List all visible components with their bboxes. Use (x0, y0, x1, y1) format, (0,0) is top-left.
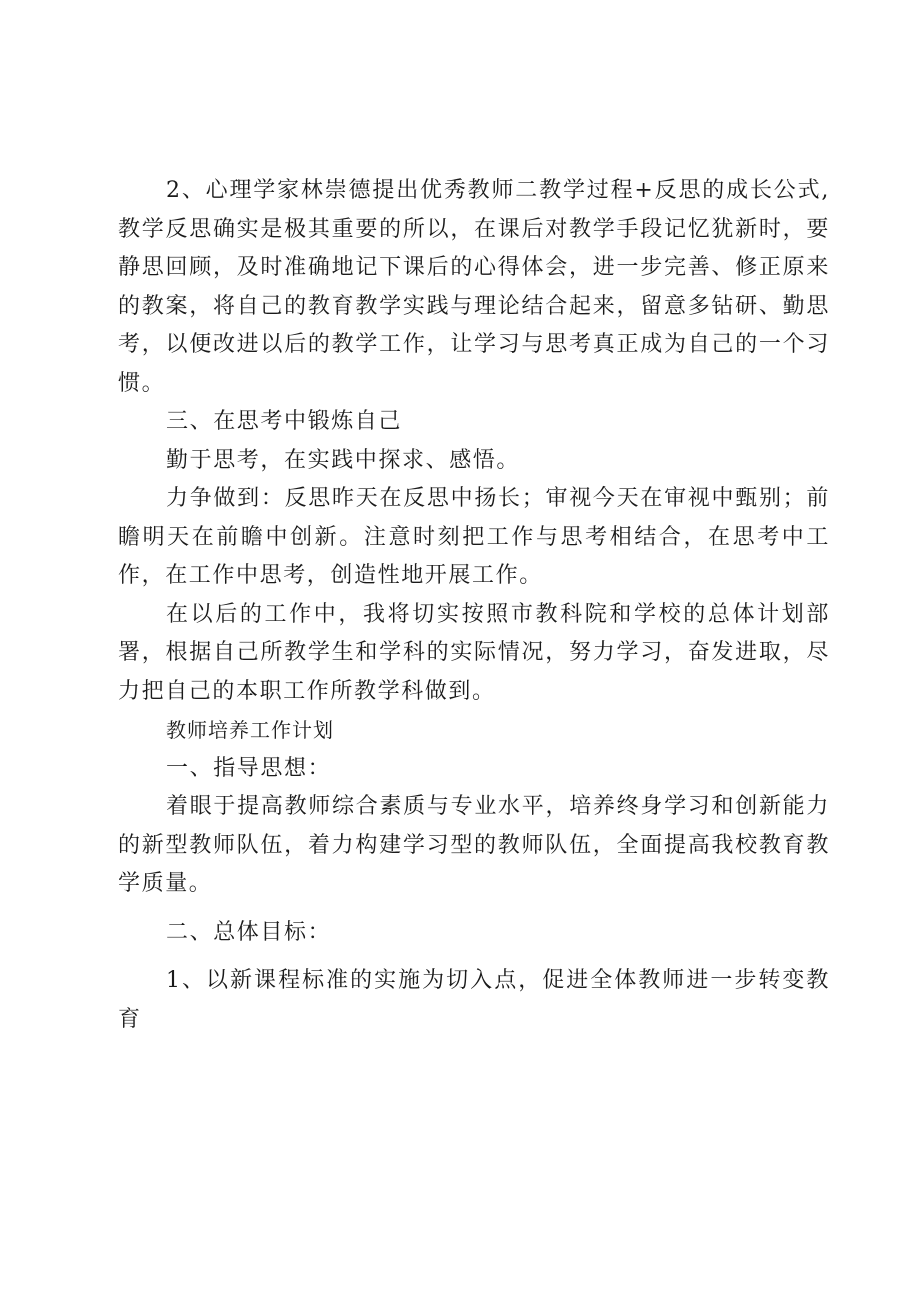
paragraph-future-work: 在以后的工作中，我将切实按照市教科院和学校的总体计划部署，根据自己所教学生和学科的实际情况，努力学习，奋发进取，尽力把自己的本职工作所教学科做到。 (118, 601, 830, 704)
paragraph-guiding-ideology: 着眼于提高教师综合素质与专业水平，培养终身学习和创新能力的新型教师队伍，着力构建学习型的教师队伍，全面提高我校教育教学质量。 (118, 794, 830, 896)
document-body (118, 172, 830, 1039)
paragraph-reflection-formula: 2、心理学家林崇德提出优秀教师二教学过程+反思的成长公式,教学反思确实是极其重要的所以，在课后对教学手段记忆犹新时，要静思回顾，及时准确地记下课后的心得体会，进一步完善、修正原来的教案，将自己的教育教学实践与理论结合起来，留意多钻研、勤思考，以便改进以后的教学工作，让学习与思考真正成为自己的一个习惯。 (118, 178, 830, 396)
paragraph-diligent-thinking: 勤于思考，在实践中探求、感悟。 (166, 447, 521, 473)
section-heading-overall-goal: 二、总体目标： (166, 919, 332, 945)
paragraph-goal-1: 1、以新课程标准的实施为切入点，促进全体教师进一步转变教育 (118, 968, 830, 1032)
section-heading-self-training: 三、在思考中锻炼自己 (166, 409, 403, 434)
section-heading-guiding-ideology: 一、指导思想： (166, 755, 332, 781)
paragraph-strive-to: 力争做到：反思昨天在反思中扬长；审视今天在审视中甄别；前瞻明天在前瞻中创新。注意时刻把工作与思考相结合，在思考中工作，在工作中思考，创造性地开展工作。 (118, 486, 830, 588)
document-title-teacher-training-plan: 教师培养工作计划 (166, 718, 334, 742)
